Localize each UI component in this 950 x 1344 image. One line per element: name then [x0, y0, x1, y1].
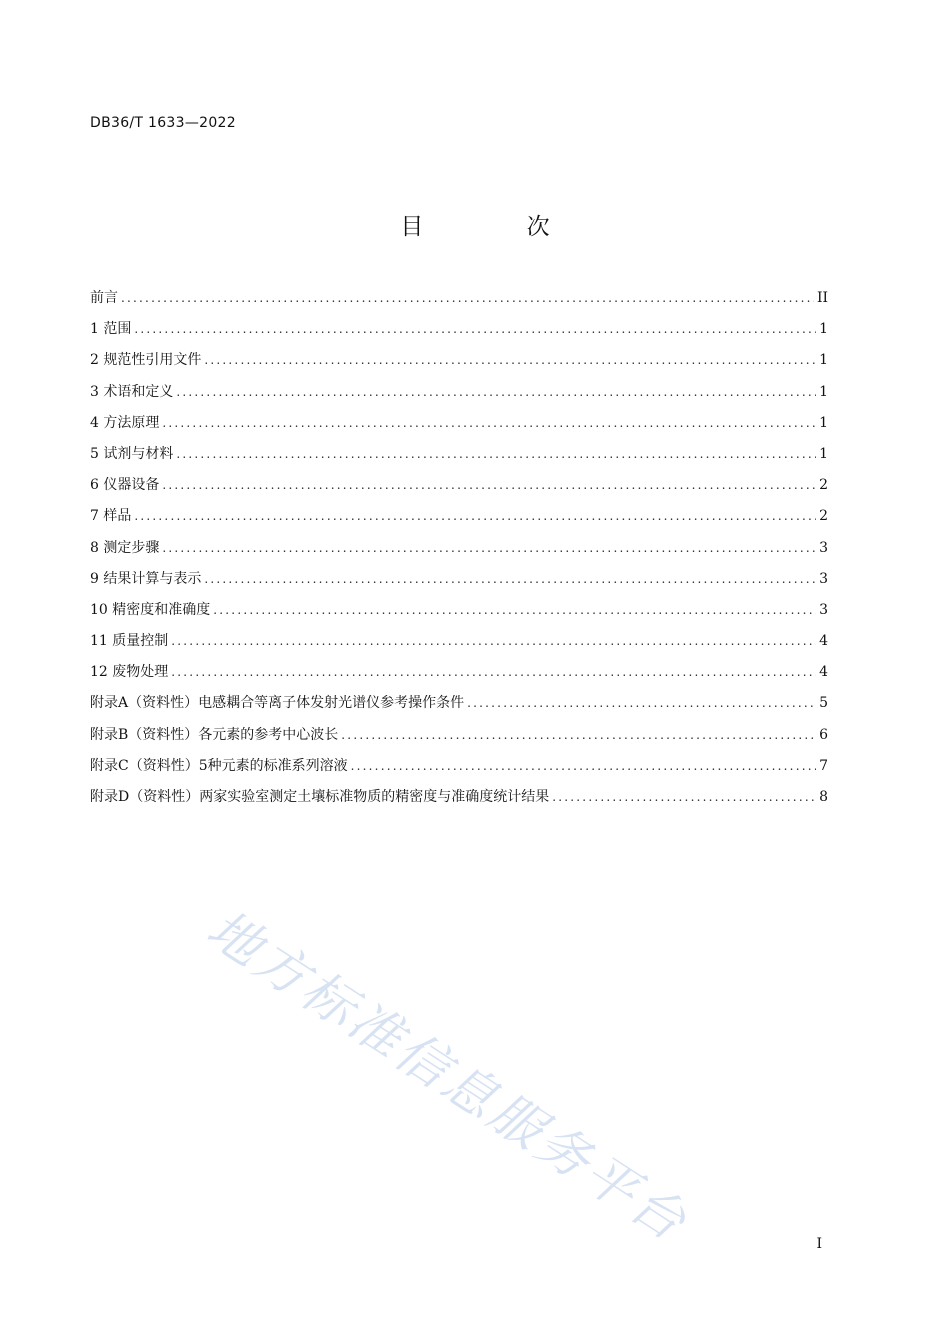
toc-entry-page: 1	[819, 321, 828, 338]
toc-entry-page: 7	[819, 757, 828, 774]
toc-entry-label: 4 方法原理	[90, 414, 160, 431]
toc-leader-dots	[176, 444, 816, 464]
toc-leader-dots	[176, 382, 816, 402]
toc-entry-label: 附录C（资料性）5种元素的标准系列溶液	[90, 757, 348, 774]
toc-leader-dots	[134, 319, 816, 339]
toc-leader-dots	[351, 756, 816, 776]
toc-entry-label: 附录B（资料性）各元素的参考中心波长	[90, 726, 339, 743]
toc-leader-dots	[467, 693, 816, 713]
toc-entry-label: 附录A（资料性）电感耦合等离子体发射光谱仪参考操作条件	[90, 695, 465, 712]
toc-entry-page: 3	[819, 539, 828, 556]
page-number: I	[816, 1236, 822, 1252]
toc-entry-appendix-a[interactable]	[90, 693, 828, 724]
toc-leader-dots	[213, 600, 816, 620]
toc-leader-dots	[162, 413, 816, 433]
toc-entry-label: 7 样品	[90, 508, 132, 525]
toc-entry-label: 10 精密度和准确度	[90, 601, 211, 618]
toc-entry-page: 3	[819, 570, 828, 587]
toc-entry-terms[interactable]	[90, 382, 828, 413]
toc-entry-page: 1	[819, 352, 828, 369]
toc-entry-label: 前言	[90, 290, 118, 306]
toc-entry-label: 6 仪器设备	[90, 477, 160, 494]
toc-leader-dots	[552, 787, 816, 807]
table-of-contents	[90, 288, 828, 818]
toc-entry-label: 附录D（资料性）两家实验室测定土壤标准物质的精密度与准确度统计结果	[90, 789, 550, 805]
toc-entry-label: 5 试剂与材料	[90, 445, 174, 462]
toc-entry-quality-control[interactable]	[90, 631, 828, 662]
toc-entry-apparatus[interactable]	[90, 475, 828, 506]
toc-entry-samples[interactable]	[90, 506, 828, 537]
toc-entry-reagents[interactable]	[90, 444, 828, 475]
toc-entry-procedure[interactable]	[90, 538, 828, 569]
toc-entry-page: 1	[819, 383, 828, 400]
toc-entry-page: II	[816, 290, 828, 306]
toc-entry-page: 1	[819, 445, 828, 462]
toc-leader-dots	[162, 538, 816, 558]
toc-entry-label: 8 测定步骤	[90, 539, 160, 556]
toc-entry-appendix-d[interactable]	[90, 787, 828, 818]
toc-entry-label: 12 废物处理	[90, 664, 169, 681]
toc-title: 目 次	[400, 214, 598, 240]
toc-entry-appendix-b[interactable]	[90, 725, 828, 756]
toc-entry-page: 4	[819, 664, 828, 681]
toc-leader-dots	[171, 662, 816, 682]
toc-entry-page: 3	[819, 601, 828, 618]
toc-entry-page: 1	[819, 414, 828, 431]
toc-leader-dots	[171, 631, 816, 651]
toc-entry-waste-disposal[interactable]	[90, 662, 828, 693]
toc-entry-precision[interactable]	[90, 600, 828, 631]
toc-entry-page: 5	[819, 695, 828, 712]
toc-leader-dots	[204, 350, 816, 370]
toc-entry-page: 4	[819, 633, 828, 650]
toc-entry-label: 3 术语和定义	[90, 383, 174, 400]
toc-leader-dots	[162, 475, 816, 495]
document-code: DB36/T 1633—2022	[90, 115, 236, 131]
toc-entry-label: 1 范围	[90, 321, 132, 338]
toc-leader-dots	[204, 569, 816, 589]
toc-entry-page: 6	[819, 726, 828, 743]
toc-entry-page: 8	[819, 789, 828, 805]
toc-entry-page: 2	[819, 477, 828, 494]
toc-leader-dots	[341, 725, 816, 745]
toc-entry-page: 2	[819, 508, 828, 525]
toc-entry-scope[interactable]	[90, 319, 828, 350]
toc-entry-label: 11 质量控制	[90, 633, 169, 650]
toc-leader-dots	[134, 506, 816, 526]
toc-leader-dots	[121, 288, 814, 308]
toc-entry-principle[interactable]	[90, 413, 828, 444]
toc-entry-label: 2 规范性引用文件	[90, 352, 202, 369]
toc-entry-normative-references[interactable]	[90, 350, 828, 381]
toc-entry-label: 9 结果计算与表示	[90, 570, 202, 587]
toc-entry-calculation[interactable]	[90, 569, 828, 600]
watermark: 地方标准信息服务平台	[196, 898, 699, 1255]
toc-entry-appendix-c[interactable]	[90, 756, 828, 787]
toc-entry-foreword[interactable]	[90, 288, 828, 319]
